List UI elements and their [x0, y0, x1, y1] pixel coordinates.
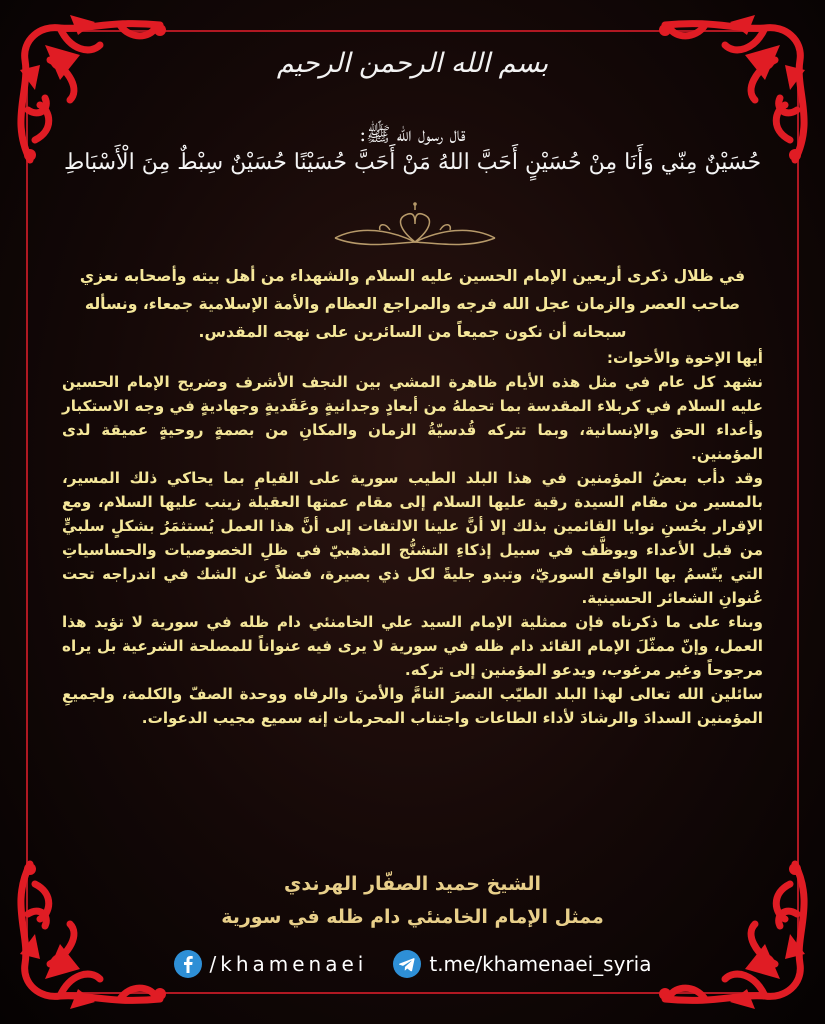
hadith-text: حُسَيْنٌ مِنّي وَأَنَا مِنْ حُسَيْنٍ أَحَبَّ اللهُ مَنْ أَحَبَّ حُسَيْنًا حُسَيْنٌ سِبْطٌ مِنَ الْأَسْبَاطِ — [63, 150, 762, 175]
greeting: أيها الإخوة والأخوات: — [606, 349, 763, 367]
statement-body — [62, 262, 763, 730]
facebook-icon — [174, 950, 202, 978]
basmala-calligraphy: بسم الله الرحمن الرحيم — [276, 48, 549, 79]
body-paragraph: نشهد كل عام في مثل هذه الأيام ظاهرة المشي بين النجف الأشرف وضريح الإمام الحسين عليه السلام في كربلاء المقدسة بما تحملهُ من أبعادٍ وجدانيةٍ وعَقَديةٍ وجهاديةٍ في وجه الاستكبار وأعداء الحق والإنسانية، وبما تتركه قُدسيّةُ الزمان والمكانِ من بصمةٍ روحيةٍ عميقة لدى المؤمنين. — [62, 373, 763, 463]
intro-paragraph: في ظلال ذكرى أربعين الإمام الحسين عليه السلام والشهداء من أهل بيته وأصحابه نعزي صاحب العصر والزمان عجل الله فرجه والمراجع العظام والأمة الإسلامية جمعاء، ونسأله سبحانه أن نكون جميعاً من السائرين على نهجه المقدس. — [79, 267, 746, 341]
body-paragraph: سائلين الله تعالى لهذا البلد الطيّب النصرَ التامَّ والأمنَ والرفاه ووحدة الصفّ والكلمة، ولجميعِ المؤمنين السدادَ والرشادَ لأداء الطاعات واجتناب المحرمات إنه سميع مجيب الدعوات. — [62, 685, 763, 727]
facebook-handle: /khamenaei — [209, 952, 368, 976]
frame-right-line — [797, 60, 799, 964]
hadith-intro: قال رسول الله ﷺ: — [359, 122, 466, 146]
body-paragraph: وبناء على ما ذكرناه فإن ممثلية الإمام السيد علي الخامنئي دام ظله في سورية لا تؤيد هذا العمل، وإنّ ممثّلَ الإمام القائد دام ظله في سورية لا يرى فيه عنواناً للمصلحة الشرعية بل يراه مرجوحاً وغير مرغوب، ويدعو المؤمنين إلى تركه. — [62, 613, 763, 679]
telegram-icon — [393, 950, 421, 978]
signature-block — [0, 868, 825, 934]
divider-ornament-icon — [330, 200, 500, 250]
social-links — [0, 950, 825, 978]
signatory-name: الشيخ حميد الصفّار الهرندي — [283, 873, 542, 895]
telegram-link-text: t.me/khamenaei_syria — [429, 952, 652, 976]
signatory-title: ممثل الإمام الخامنئي دام ظله في سورية — [221, 906, 604, 928]
frame-left-line — [26, 60, 28, 964]
facebook-link[interactable] — [174, 950, 368, 978]
body-paragraph: وقد دأب بعضُ المؤمنين في هذا البلد الطيب سورية على القيامِ بما يحاكي ذلك المسير، بالمسير من مقام السيدة رقية عليها السلام إلى مقام عمتها العقيلة زينب عليها السلام، ومع الإقرار بحُسنِ نوايا القائمين بذلك إلا أنَّ علينا الالتفات إلى أنَّ هذا العمل يُستثمَرُ بشكلٍ سلبيٍّ من قبل الأعداء ويوظَّف في سبيل إذكاءِ التشنُّج المذهبيّ في ظلِ الخصوصيات والحساسياتِ التي يتّسمُ بها الواقع السوريّ، وتبدو جليةً لكل ذي بصيرة، فضلاً عن الشك في اندراجه تحت عُنوانِ الشعائر الحسينية. — [62, 469, 763, 607]
telegram-link[interactable] — [393, 950, 651, 978]
